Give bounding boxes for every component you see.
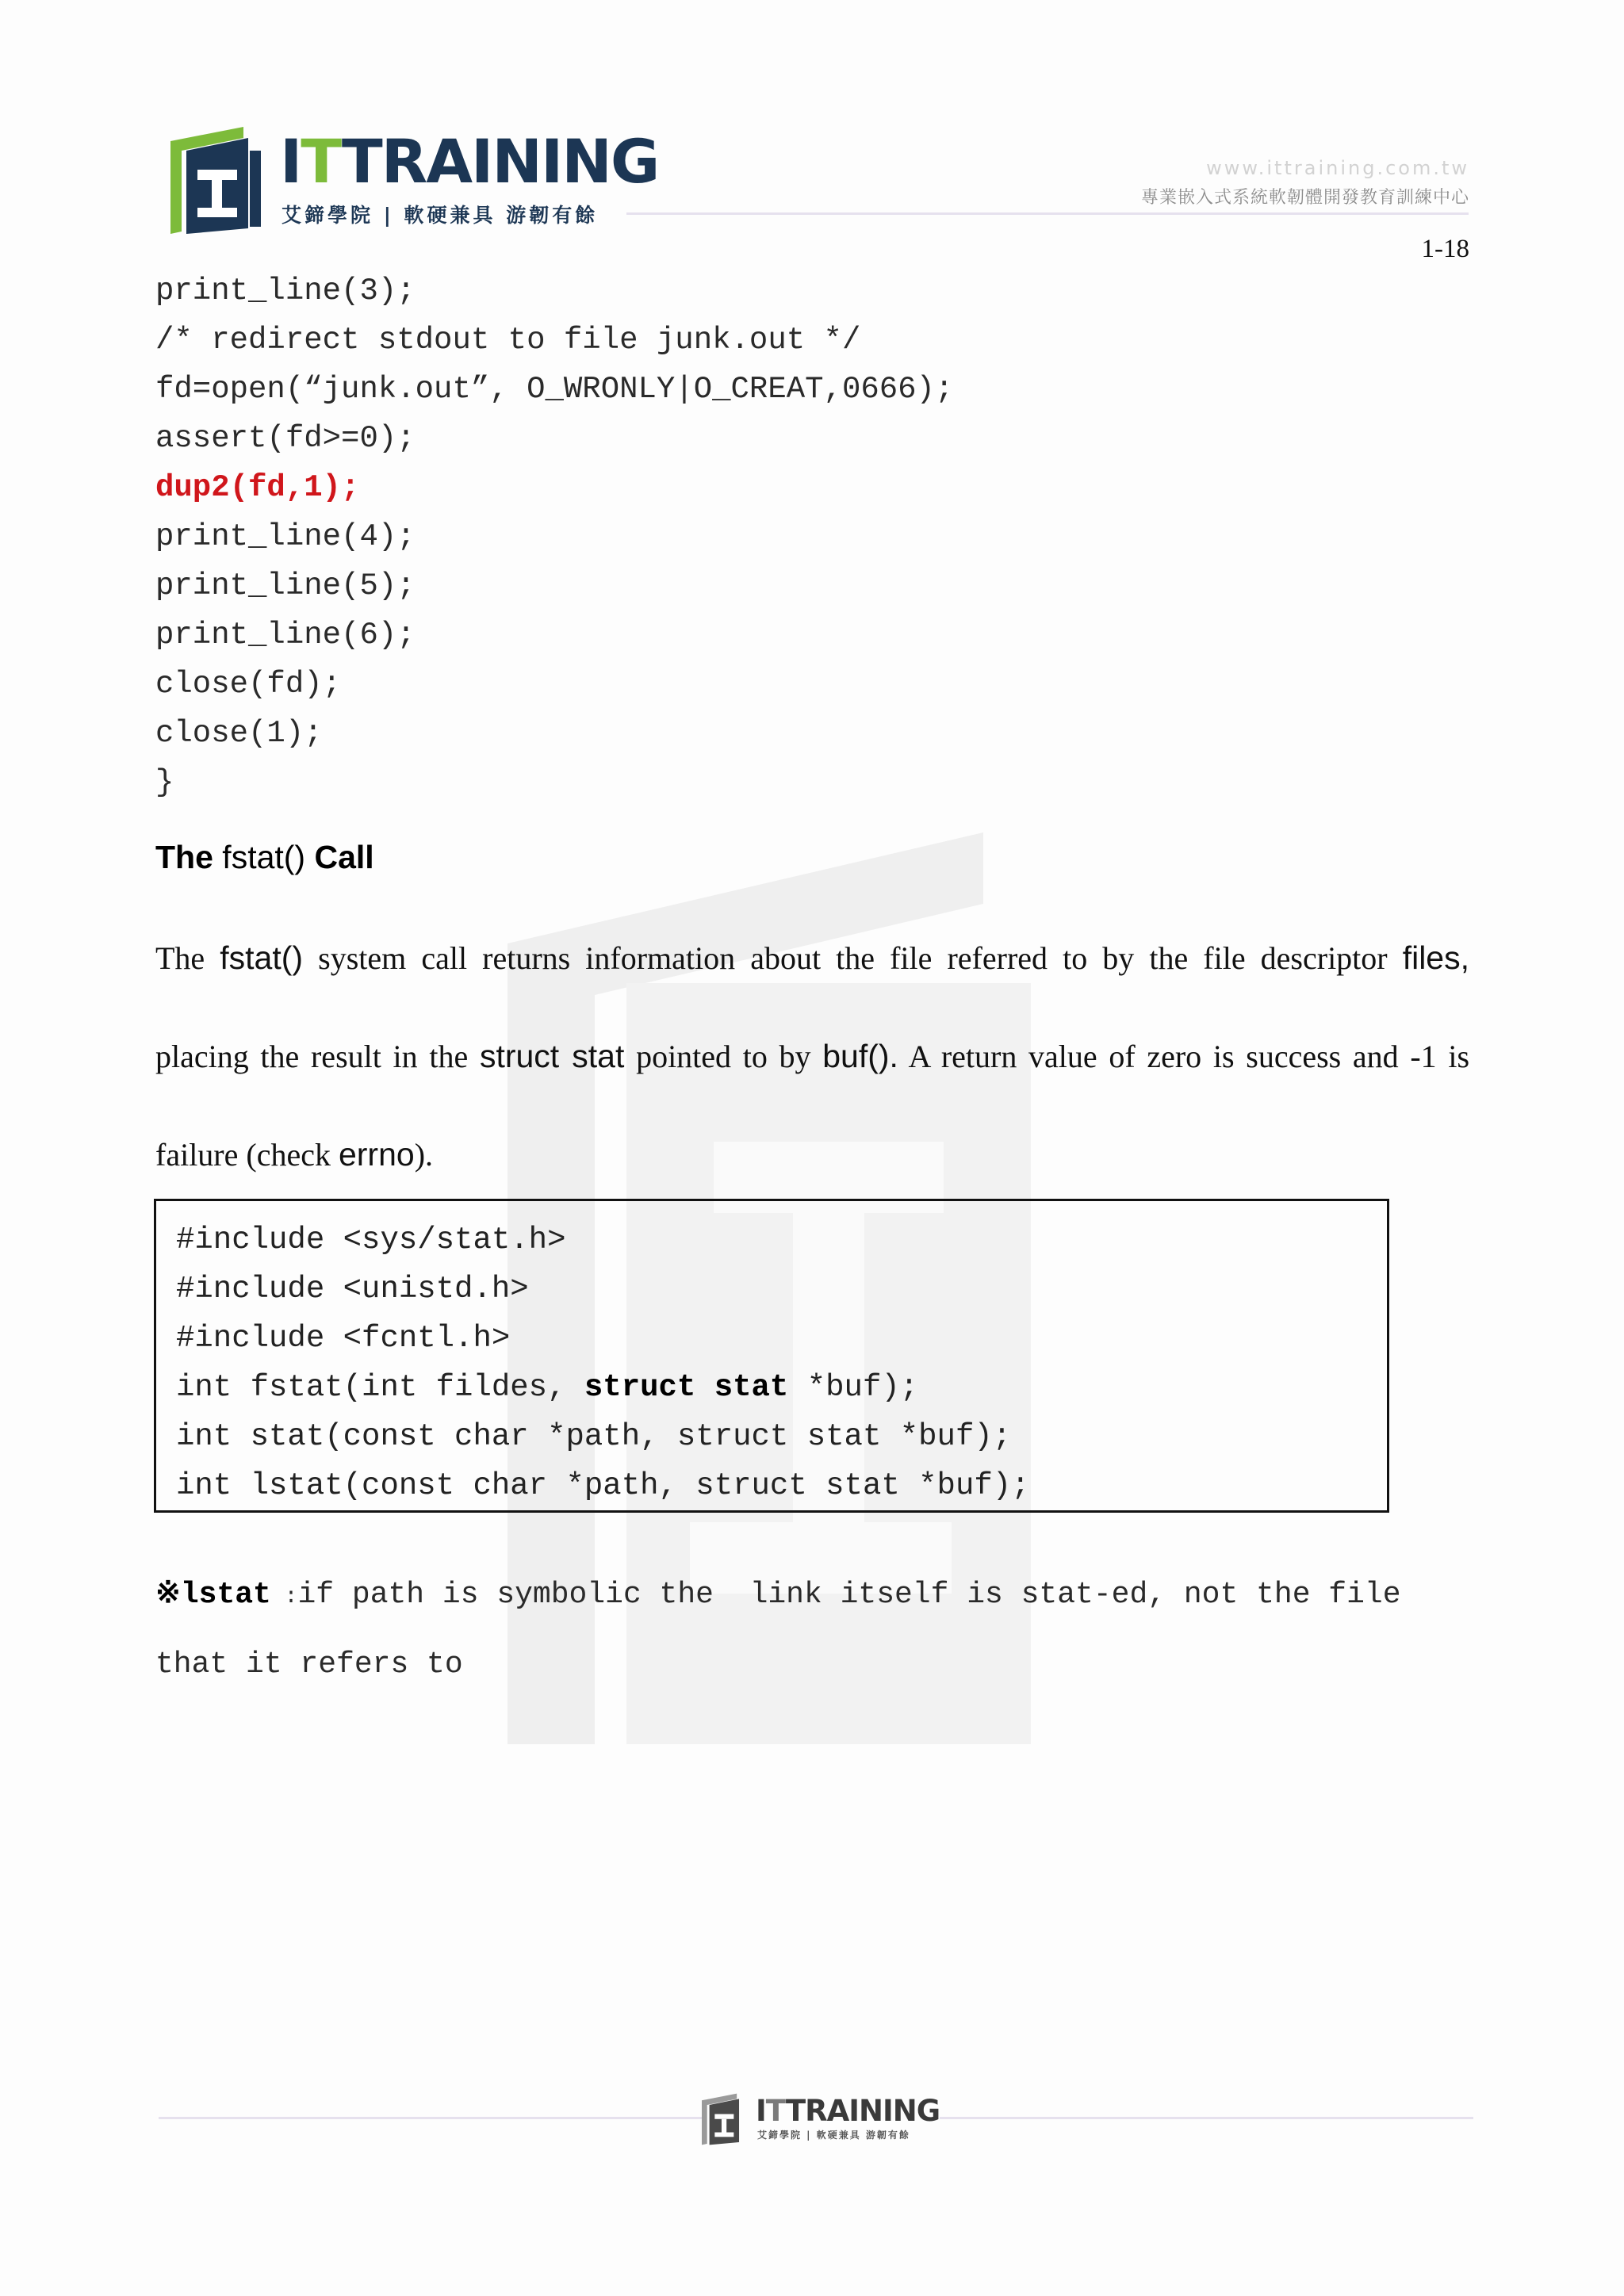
site-tagline: 專業嵌入式系統軟韌體開發教育訓練中心	[1140, 188, 1469, 208]
paragraph-line: The fstat() system call returns information about the file referred to by the file descriptor files,	[155, 939, 1470, 976]
brand-subtitle: 艾鍗學院 | 軟硬兼具 游韌有餘	[282, 204, 599, 227]
code-line: print_line(4);	[155, 519, 416, 554]
code-line: int fstat(int fildes, struct stat *buf);	[176, 1370, 919, 1405]
code-line: /* redirect stdout to file junk.out */	[155, 323, 861, 358]
code-line: print_line(5);	[155, 568, 416, 603]
code-line: #include <sys/stat.h>	[176, 1223, 566, 1257]
footer-brand-name: ITTRAINING	[756, 2094, 940, 2128]
code-line: close(fd);	[155, 667, 342, 702]
site-url: www.ittraining.com.tw	[1206, 157, 1469, 179]
code-line: #include <fcntl.h>	[176, 1321, 511, 1356]
code-line: assert(fd>=0);	[155, 421, 416, 456]
code-line: fd=open(“junk.out”, O_WRONLY|O_CREAT,0666);	[155, 372, 954, 407]
paragraph-line: failure (check errno).	[155, 1136, 434, 1173]
code-line: print_line(6);	[155, 618, 416, 652]
code-line-highlighted: dup2(fd,1);	[155, 470, 360, 505]
header-divider	[626, 212, 1469, 215]
code-line: #include <unistd.h>	[176, 1272, 529, 1307]
footer-divider	[159, 2117, 706, 2119]
note-line: ※lstat :if path is symbolic the link itself is stat-ed, not the file	[155, 1578, 1401, 1612]
paragraph-line: placing the result in the struct stat pointed to by buf(). A return value of zero is success and -1 is	[155, 1038, 1470, 1074]
page-number: 1-18	[1421, 235, 1469, 263]
code-line: print_line(3);	[155, 274, 416, 308]
ittraining-logo-icon	[702, 2093, 749, 2145]
footer-brand-subtitle: 艾鍗學院 | 軟硬兼具 游韌有餘	[757, 2130, 910, 2141]
code-listing	[155, 266, 953, 807]
note-line: that it refers to	[155, 1647, 463, 1682]
code-box	[154, 1199, 1389, 1513]
code-line: }	[155, 765, 174, 800]
lstat-note	[155, 1573, 1472, 1712]
footer-divider	[940, 2117, 1473, 2119]
header-logo	[170, 126, 659, 238]
section-heading: The fstat() Call	[155, 839, 374, 875]
code-line: int lstat(const char *path, struct stat *buf);	[176, 1468, 1030, 1503]
code-line: int stat(const char *path, struct stat *buf);	[176, 1419, 1012, 1454]
brand-name: ITTRAINING	[280, 126, 659, 197]
code-line: close(1);	[155, 716, 323, 751]
ittraining-logo-icon	[170, 127, 270, 234]
footer-logo	[702, 2093, 940, 2150]
description-paragraph	[155, 934, 1469, 1229]
